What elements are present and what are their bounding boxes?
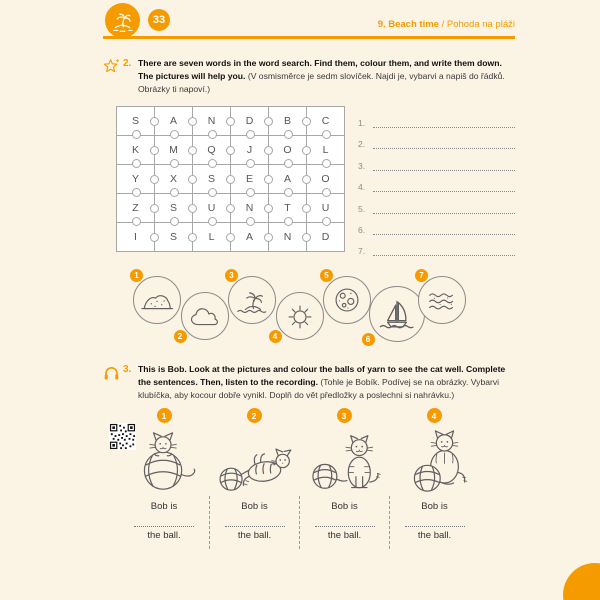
wordsearch-cell[interactable]: K	[116, 135, 155, 165]
wordsearch-cell[interactable]: B	[268, 106, 307, 136]
answer-line-blank[interactable]	[373, 114, 515, 128]
wordsearch-cell[interactable]: S	[154, 222, 193, 252]
picture-number-badge: 1	[130, 269, 143, 282]
section-header	[378, 19, 515, 30]
answer-line-number: 3.	[358, 160, 366, 171]
picture-clue-sand	[133, 260, 181, 354]
cat-behind-yarn-ball-picture[interactable]	[391, 426, 477, 496]
picture-number-badge: 5	[320, 269, 333, 282]
section-title: 9. Beach time	[377, 19, 439, 30]
page-number-badge: 33	[148, 9, 170, 31]
picture-clues	[133, 260, 515, 354]
wordsearch-row	[116, 164, 344, 194]
wordsearch-cell[interactable]: M	[154, 135, 193, 165]
answer-line-blank[interactable]	[373, 178, 515, 192]
cat-item-3	[299, 408, 389, 549]
wordsearch-cell[interactable]: X	[154, 164, 193, 194]
cat-item-2	[209, 408, 299, 549]
preposition-blank[interactable]	[225, 514, 285, 527]
wordsearch-cell[interactable]: D	[306, 222, 345, 252]
wordsearch-cell[interactable]: Z	[116, 193, 155, 223]
picture-circle	[369, 286, 425, 342]
answer-line-blank[interactable]	[373, 157, 515, 171]
exercise-2-header	[103, 57, 515, 96]
sand-icon	[138, 281, 176, 319]
headphones-icon	[103, 363, 123, 402]
answer-line-number: 6.	[358, 225, 366, 236]
picture-number-badge: 7	[415, 269, 428, 282]
preposition-blank[interactable]	[134, 514, 194, 527]
preposition-blank[interactable]	[315, 514, 375, 527]
wordsearch-cell[interactable]: S	[192, 164, 231, 194]
wordsearch-cell[interactable]: O	[268, 135, 307, 165]
caption-start: Bob is	[241, 501, 268, 513]
exercise-2-instruction-cz: (V osmisměrce je sedm slovíček. Najdi je, vybarvi a napiš do řádků. Obrázky ti napoví.)	[138, 70, 505, 94]
picture-number-badge: 4	[269, 330, 282, 343]
wordsearch-cell[interactable]: O	[306, 164, 345, 194]
caption-start: Bob is	[150, 501, 178, 513]
header-divider	[103, 36, 515, 39]
island-icon	[233, 281, 271, 319]
corner-decoration	[563, 563, 600, 600]
wordsearch-cell[interactable]: A	[268, 164, 307, 194]
cat-number-badge: 1	[157, 408, 172, 423]
section-subtitle: Pohoda na pláži	[446, 19, 515, 30]
wordsearch-cell[interactable]: A	[154, 106, 193, 136]
cat-caption-4	[389, 496, 480, 549]
caption-start: Bob is	[331, 501, 358, 513]
sea-icon	[423, 281, 461, 319]
exercise-3	[103, 363, 515, 549]
cat-next-to-yarn-ball-picture[interactable]	[301, 426, 387, 496]
star-icon	[103, 57, 123, 96]
moon-icon	[328, 281, 366, 319]
wordsearch-cell[interactable]: I	[116, 222, 155, 252]
caption-end: the ball.	[147, 530, 181, 542]
wordsearch-row	[116, 106, 344, 136]
cat-playing-with-yarn-ball-picture[interactable]	[211, 426, 297, 496]
exercise-3-number: 3.	[123, 364, 132, 376]
picture-circle	[133, 276, 181, 324]
answer-line-number: 1.	[358, 118, 366, 129]
wordsearch-cell[interactable]: A	[230, 222, 269, 252]
picture-number-badge: 3	[225, 269, 238, 282]
answer-line-blank[interactable]	[373, 200, 515, 214]
exercise-3-instruction-en: This is Bob. Look at the pictures and colour the balls of yarn to see the cat well. Complete the sentences. Then, listen to the recording.	[138, 364, 506, 388]
wordsearch-cell[interactable]: J	[230, 135, 269, 165]
wordsearch-cell[interactable]: N	[268, 222, 307, 252]
answer-line	[358, 235, 515, 256]
wordsearch-row	[116, 135, 344, 165]
wordsearch-cell[interactable]: C	[306, 106, 345, 136]
cat-number-badge: 2	[247, 408, 262, 423]
exercise-3-instruction-cz: (Tohle je Bobík. Podívej se na obrázky. Vybarvi klubíčka, aby kocour dobře vynikl. Doplň do vět předložky a poslechni si nahrávku.)	[138, 377, 500, 401]
caption-start: Bob is	[421, 501, 448, 513]
wordsearch-cell[interactable]: U	[192, 193, 231, 223]
boat-icon	[375, 292, 419, 336]
cat-caption-1	[119, 496, 209, 549]
preposition-blank[interactable]	[405, 514, 465, 527]
answer-line	[358, 192, 515, 213]
wordsearch-cell[interactable]: N	[192, 106, 231, 136]
wordsearch-cell[interactable]: S	[116, 106, 155, 136]
cat-number-badge: 4	[427, 408, 442, 423]
picture-circle	[228, 276, 276, 324]
cat-caption-2	[209, 496, 300, 549]
wordsearch-grid	[116, 106, 344, 257]
wordsearch-cell[interactable]: Q	[192, 135, 231, 165]
wordsearch-cell[interactable]: L	[306, 135, 345, 165]
answer-lines	[358, 106, 515, 257]
sun-icon	[281, 297, 319, 335]
wordsearch-cell[interactable]: S	[154, 193, 193, 223]
cat-caption-3	[299, 496, 390, 549]
wordsearch-cell[interactable]: D	[230, 106, 269, 136]
answer-line-number: 5.	[358, 203, 366, 214]
wordsearch-cell[interactable]: U	[306, 193, 345, 223]
picture-circle	[323, 276, 371, 324]
cloud-icon	[186, 297, 224, 335]
wordsearch-cell[interactable]: N	[230, 193, 269, 223]
answer-line-blank[interactable]	[373, 242, 515, 256]
exercise-2-instruction-en: There are seven words in the word search. Find them, colour them, and write them down. The pictures will help you.	[138, 58, 502, 81]
picture-clue-sea	[418, 260, 466, 354]
exercise-3-instruction	[138, 363, 515, 402]
caption-end: the ball.	[327, 530, 362, 542]
wordsearch-cell[interactable]: Y	[116, 164, 155, 194]
wordsearch-row	[116, 222, 344, 252]
answer-line	[358, 107, 515, 128]
wordsearch-section	[103, 106, 515, 257]
cat-item-4	[389, 408, 479, 549]
answer-line-blank[interactable]	[373, 221, 515, 235]
picture-number-badge: 6	[362, 333, 375, 346]
picture-number-badge: 2	[174, 330, 187, 343]
wordsearch-cell[interactable]: E	[230, 164, 269, 194]
answer-line-number: 4.	[358, 182, 366, 193]
page-content	[103, 0, 515, 549]
picture-clue-cloud	[177, 260, 229, 354]
wordsearch-cell[interactable]: T	[268, 193, 307, 223]
answer-line	[358, 214, 515, 235]
exercise-3-header	[103, 363, 515, 402]
section-separator: /	[441, 19, 445, 30]
picture-circle	[276, 292, 324, 340]
answer-line	[358, 128, 515, 149]
answer-line-blank[interactable]	[373, 135, 515, 149]
cat-number-badge: 3	[337, 408, 352, 423]
picture-clue-island	[228, 260, 276, 354]
exercise-2-instruction	[138, 57, 515, 96]
wordsearch-row	[116, 193, 344, 223]
wordsearch-cell[interactable]: L	[192, 222, 231, 252]
answer-line	[358, 171, 515, 192]
answer-line-number: 7.	[358, 246, 366, 257]
answer-line	[358, 149, 515, 170]
caption-end: the ball.	[237, 530, 272, 542]
picture-clue-boat	[365, 260, 419, 354]
caption-end: the ball.	[417, 530, 452, 542]
picture-circle	[418, 276, 466, 324]
palm-island-icon	[105, 3, 140, 38]
picture-clue-sun	[272, 260, 324, 354]
page-header	[103, 0, 515, 48]
qr-code	[109, 423, 136, 450]
exercise-2	[103, 57, 515, 354]
cat-pictures-row	[119, 408, 515, 549]
exercise-2-number: 2.	[123, 58, 132, 69]
picture-circle	[181, 292, 229, 340]
answer-line-number: 2.	[358, 139, 366, 150]
